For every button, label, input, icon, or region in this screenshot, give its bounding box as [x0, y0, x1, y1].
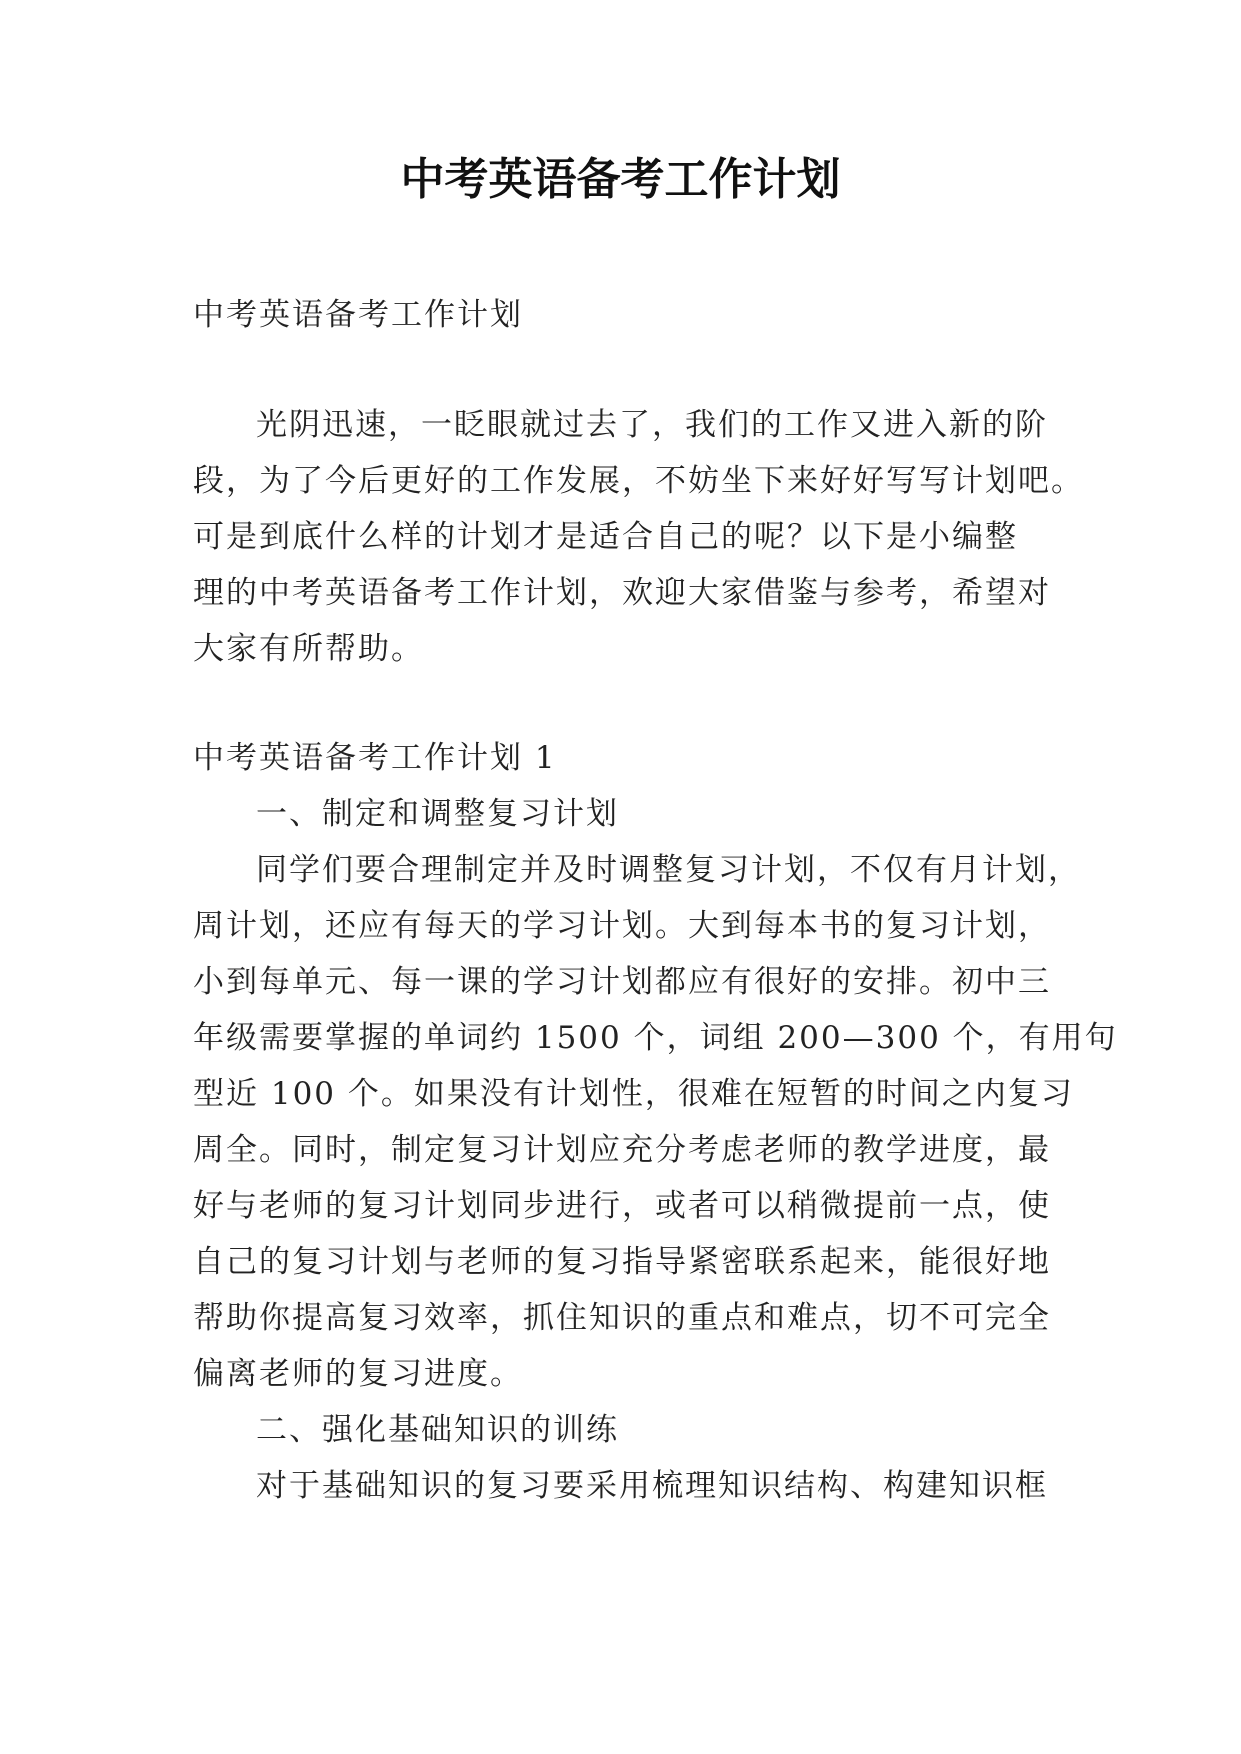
body-line: 自己的复习计划与老师的复习指导紧密联系起来，能很好地	[193, 1244, 1051, 1280]
point-heading: 一、制定和调整复习计划	[256, 796, 619, 832]
body-line: 好与老师的复习计划同步进行，或者可以稍微提前一点，使	[193, 1188, 1051, 1224]
intro-line: 可是到底什么样的计划才是适合自己的呢？以下是小编整	[193, 519, 1018, 555]
body-line: 型近 100 个。如果没有计划性，很难在短暂的时间之内复习	[193, 1076, 1074, 1112]
body-line: 对于基础知识的复习要采用梳理知识结构、构建知识框	[256, 1468, 1048, 1504]
body-line: 偏离老师的复习进度。	[193, 1356, 523, 1392]
document-subtitle: 中考英语备考工作计划	[193, 297, 523, 333]
body-line: 小到每单元、每一课的学习计划都应有很好的安排。初中三	[193, 964, 1051, 1000]
body-line: 周全。同时，制定复习计划应充分考虑老师的教学进度，最	[193, 1132, 1051, 1168]
intro-line: 光阴迅速，一眨眼就过去了，我们的工作又进入新的阶	[256, 407, 1048, 443]
intro-line: 理的中考英语备考工作计划，欢迎大家借鉴与参考，希望对	[193, 575, 1051, 611]
body-line: 周计划，还应有每天的学习计划。大到每本书的复习计划，	[193, 908, 1051, 944]
section-heading: 中考英语备考工作计划 1	[193, 740, 557, 776]
intro-line: 大家有所帮助。	[193, 631, 424, 667]
point-heading: 二、强化基础知识的训练	[256, 1412, 619, 1448]
document-title: 中考英语备考工作计划	[400, 154, 841, 205]
body-line: 帮助你提高复习效率，抓住知识的重点和难点，切不可完全	[193, 1300, 1051, 1336]
body-line: 年级需要掌握的单词约 1500 个，词组 200—300 个，有用句	[193, 1020, 1118, 1056]
body-line: 同学们要合理制定并及时调整复习计划，不仅有月计划，	[256, 852, 1081, 888]
intro-line: 段，为了今后更好的工作发展，不妨坐下来好好写写计划吧。	[193, 463, 1084, 499]
